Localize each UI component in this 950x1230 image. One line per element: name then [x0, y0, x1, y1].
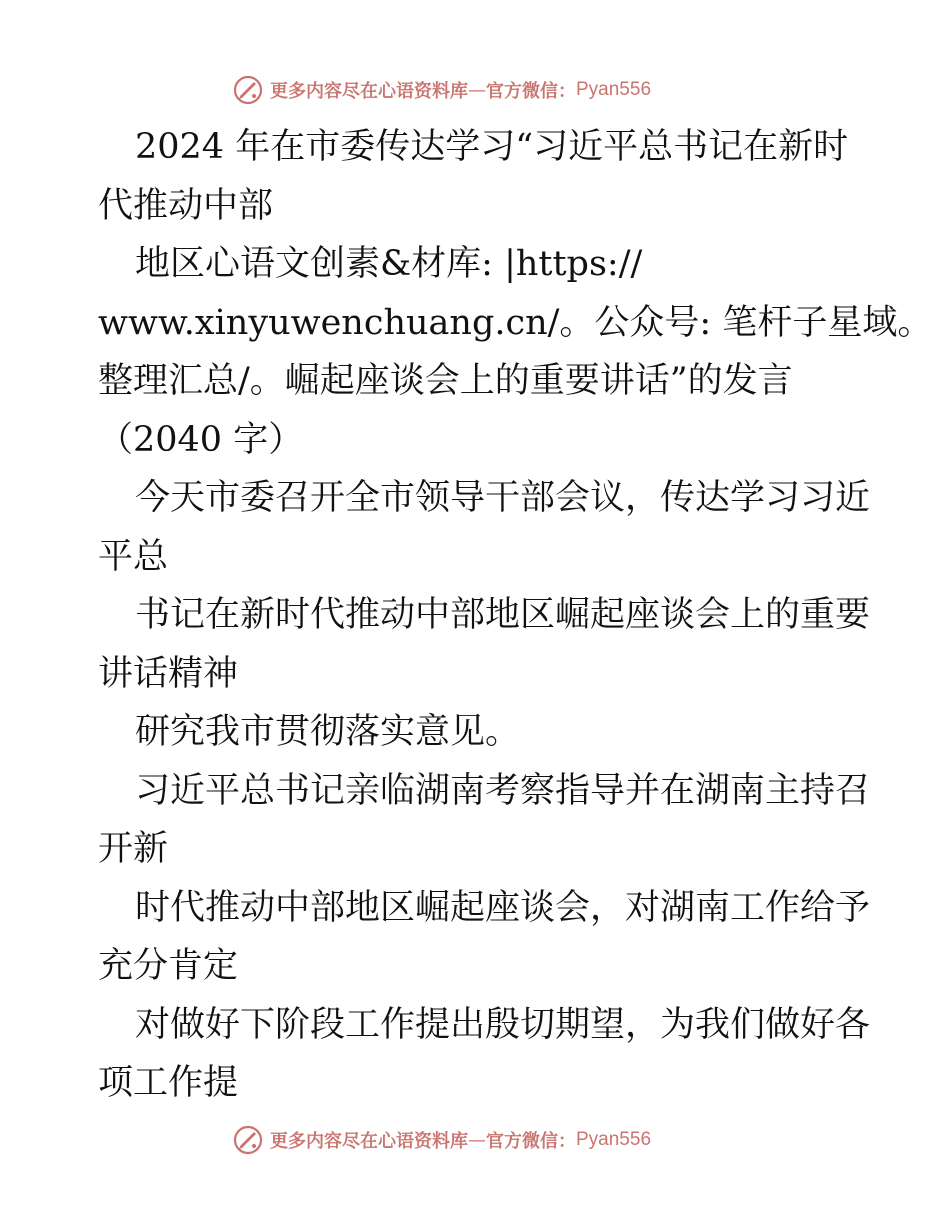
banner-wechat-id: Pyan556 — [576, 79, 652, 100]
paragraph-line: 开新 — [98, 829, 169, 869]
banner-wechat-label: 官方微信： — [486, 1131, 576, 1152]
watermark-line-1: 地区心语文创素&材库: |https:// — [135, 244, 643, 284]
word-count: （2040 字） — [98, 419, 304, 460]
banner-separator: — — [468, 1129, 486, 1151]
header-banner — [232, 72, 732, 108]
banner-wechat-id: Pyan556 — [576, 1129, 652, 1150]
watermark-line-2: www.xinyuwenchuang.cn/。公众号: 笔杆子星域。 — [98, 302, 933, 343]
paragraph-line: 时代推动中部地区崛起座谈会，对湖南工作给予 — [135, 887, 871, 928]
paragraph-line: 项工作提 — [98, 1063, 239, 1103]
paragraph-line: 今天市委召开全市领导干部会议，传达学习习近 — [135, 478, 871, 518]
footer-banner — [232, 1122, 732, 1158]
paragraph-line: 充分肯定 — [98, 946, 239, 986]
paragraph-line: 平总 — [98, 536, 169, 577]
title-line-2: 代推动中部 — [98, 185, 274, 226]
paragraph-line: 对做好下阶段工作提出殷切期望，为我们做好各 — [135, 1004, 871, 1045]
paragraph-line: 讲话精神 — [98, 653, 239, 694]
banner-brand-text: 更多内容尽在心语资料库 — [270, 81, 468, 102]
banner-brand-text: 更多内容尽在心语资料库 — [270, 1131, 468, 1152]
paragraph-line: 研究我市贯彻落实意见。 — [135, 712, 521, 752]
banner-wechat-label: 官方微信： — [486, 81, 576, 102]
quill-pen-logo-icon — [232, 74, 264, 106]
title-line-1: 2024 年在市委传达学习“习近平总书记在新时 — [135, 127, 849, 167]
title-line-3: 整理汇总/。崛起座谈会上的重要讲话”的发言 — [98, 361, 793, 401]
document-body — [98, 118, 933, 1113]
paragraph-line: 书记在新时代推动中部地区崛起座谈会上的重要 — [135, 595, 871, 635]
quill-pen-logo-icon — [232, 1124, 264, 1156]
paragraph-line: 习近平总书记亲临湖南考察指导并在湖南主持召 — [135, 770, 871, 811]
banner-separator: — — [468, 79, 486, 101]
